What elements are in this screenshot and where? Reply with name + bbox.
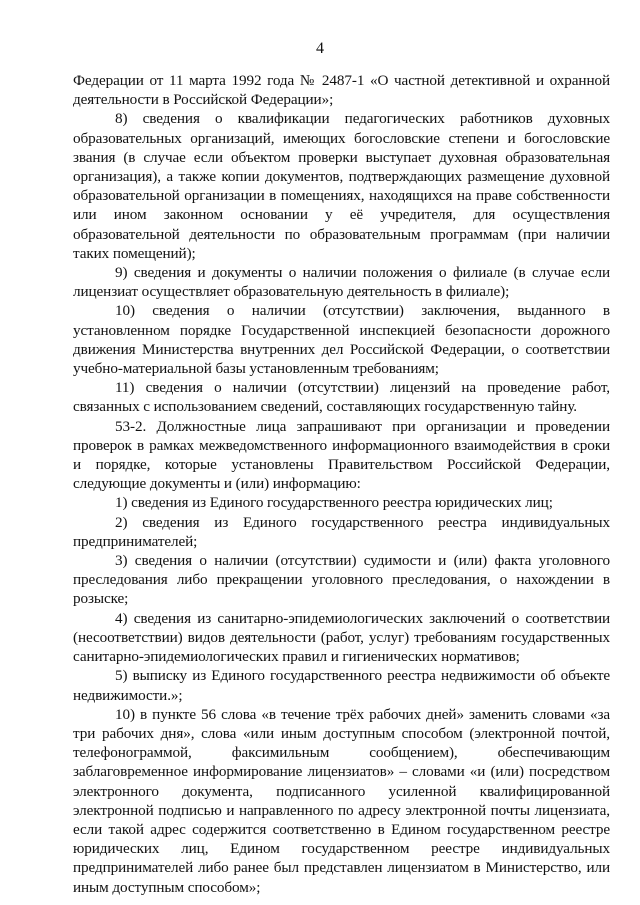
document-body (73, 71, 610, 897)
paragraph-53-2-item-5: 5) выписку из Единого государственного реестра недвижимости об объекте недвижимости.»; (73, 667, 610, 704)
paragraph-item-9: 9) сведения и документы о наличии положения о филиале (в случае если лицензиат осуществляет образовательную деятельность в филиале); (73, 264, 610, 301)
paragraph-continuation: Федерации от 11 марта 1992 года № 2487-1 «О частной детективной и охранной деятельности в Российской Федерации»; (73, 72, 610, 109)
paragraph-item-11: 11) сведения о наличии (отсутствии) лицензий на проведение работ, связанных с использованием сведений, составляющих государственную тайну. (73, 379, 610, 416)
paragraph-item-10: 10) сведения о наличии (отсутствии) заключения, выданного в установленном порядке Государственной инспекцией безопасности дорожного движения Министерства внутренних дел Российской Федерации, о соответствии учебно-материальной базы установленным требованиям; (73, 302, 610, 378)
paragraph-53-2-item-2: 2) сведения из Единого государственного реестра индивидуальных предпринимателей; (73, 513, 610, 550)
paragraph-amendment-10: 10) в пункте 56 слова «в течение трёх рабочих дней» заменить словами «за три рабочих дня», слова «или иным доступным способом (электронной почтой, телефонограммой, факсимильным сообщением), обеспечивающим заблаговременное информирование лицензиатов» – словами «и (или) посредством электронного документа, подписанного усиленной квалифицированной электронной подписью и направленного по адресу электронной почты лицензиата, если такой адрес содержится соответственно в Едином государственном реестре юридических лиц, Едином государственном реестре индивидуальных предпринимателей либо ранее был представлен лицензиатом в Министерство, или иным доступным способом»; (73, 705, 610, 896)
paragraph-53-2: 53-2. Должностные лица запрашивают при организации и проведении проверок в рамках межведомственного информационного взаимодействия в сроки и порядке, которые установлены Правительством Российской Федерации, следующие документы и (или) информацию: (73, 417, 610, 493)
page-number: 4 (316, 40, 324, 57)
paragraph-53-2-item-4: 4) сведения из санитарно-эпидемиологических заключений о соответствии (несоответствии) видов деятельности (работ, услуг) требованиям государственных санитарно-эпидемиологических правил и гигиенических нормативов; (73, 609, 610, 666)
paragraph-53-2-item-3: 3) сведения о наличии (отсутствии) судимости и (или) факта уголовного преследования либо прекращении уголовного преследования, о нахождении в розыске; (73, 552, 610, 608)
paragraph-53-2-item-1: 1) сведения из Единого государственного реестра юридических лиц; (115, 494, 553, 512)
paragraph-item-8: 8) сведения о квалификации педагогических работников духовных образовательных организаций, имеющих богословские степени и богословские звания (в случае если объектом проверки выступает духовная образовательная организация), а также копии документов, подтверждающих размещение духовной образовательной организации в помещениях, находящихся на праве собственности или ином законном основании у её учредителя, для осуществления образовательной деятельности по образовательным программам (при наличии таких помещений); (73, 110, 610, 262)
